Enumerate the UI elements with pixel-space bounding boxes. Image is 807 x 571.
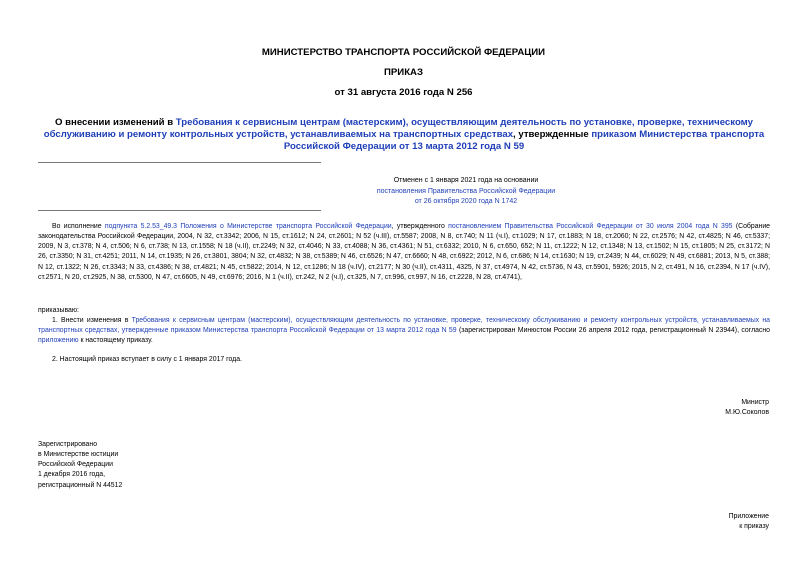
link-regulation[interactable]: Положения о Министерстве транспорта Российской Федерации (180, 223, 392, 230)
link-subparagraph[interactable]: подпункта 5.2.53_49.3 (104, 223, 178, 230)
link-government-decree[interactable]: постановлением Правительства Российской Федерации от 30 июля 2004 года N 395 (448, 223, 733, 230)
title-text-1: О внесении изменений в (55, 117, 176, 128)
title-link-order[interactable]: приказом Министерства транспорта Российской Федерации от 13 марта 2012 года N 59 (283, 129, 765, 153)
divider-top (38, 162, 321, 163)
clause-1-link-appendix[interactable]: приложению (38, 337, 79, 345)
clause-2-text: 2. Настоящий приказ вступает в силу с 1 января 2017 года. (52, 356, 242, 363)
title-link-requirements[interactable]: Требования к сервисным центрам (мастерским), осуществляющим деятельность по установке, проверке, техническому обслуживанию и ремонту контрольных устройств, устанавливаемых на транспортных средствах (43, 117, 753, 141)
divider-bottom (38, 210, 321, 211)
clause-1-text-3: к настоящему приказу. (78, 337, 153, 345)
preamble-paragraph (38, 222, 770, 283)
clause-2 (38, 355, 770, 365)
doc-type-heading: ПРИКАЗ (384, 67, 423, 78)
clause-1-link-requirements[interactable]: Требования к сервисным центрам (мастерским), осуществляющим деятельность по установке, проверке, техническому обслуживанию и ремонту контрольных устройств, устанавливаемых на транспортных средствах (38, 317, 770, 335)
clause-1-link-order[interactable]: , утвержденные приказом Министерства транспорта Российской Федерации от 13 марта 2012 года N 59 (117, 327, 457, 335)
order-word: приказываю: (38, 307, 79, 314)
clause-1-text-2: (зарегистрирован Минюстом России 26 апреля 2012 года, регистрационный N 23944), согласно (456, 327, 771, 335)
signature-position: Министр (741, 399, 769, 406)
cancellation-line: Отменен с 1 января 2021 года на основании (393, 177, 539, 184)
cancellation-link-date[interactable]: от 26 октября 2020 года N 1742 (414, 198, 518, 206)
appendix-block (600, 512, 769, 532)
preamble-text-3: (Собрание законодательства Российской Федерации, 2004, N 32, ст.3342; 2006, N 15, ст.1612; N 24, ст.2601; N 52 (ч.III), ст.5587; 2008, N 8, ст.740; N 11 (ч.I), ст.1029; N 17, ст.1883; N 18, ст.2060; N 22, ст.2576; N 42, ст.4825; N 46, ст.5337; 2009, N 3, ст.378; N 4, ст.506; N 6, ст.738; N 13, ст.1558; N 18 (ч.II), ст.2249; N 32, ст.4046; N 33, ст.4088; N 36, ст.4361; N 51, ст.6332; 2010, N 6, ст.650, 652; N 11, ст.1222; N 12, ст.1348; N 13, ст.1502; N 15, ст.1805; N 25, ст.3172; N 26, ст.3350; N 31, ст.4251; 2011, N 14, ст.1935; N 26, ст.3801, 3804; N 32, ст.4832; N 38, ст.5389; N 46, ст.6526; N 47, ст.6660; N 48, ст.6922; 2012, N 6, ст.686; N 14, ст.1630; N 19, ст.2439; N 44, ст.6029; N 49, ст.6881; 2013, N 5, ст.388; N 12, ст.1322; N 26, ст.3343; N 33, ст.4386; N 38, ст.4821; N 45, ст.5822; 2014, N 12, ст.1286; N 18 (ч.IV), ст.2177; N 30 (ч.II), ст.4311, 4325, N 37, ст.4974, N 42, ст.5736, N 43, ст.5901, 5926; 2015, N 2, ст.491, N 16, ст.2394, N 17 (ч.IV), ст.2571, N 20, ст.2925, N 38, ст.5300, N 47, ст.6605, N 49, ст.6976; 2016, N 1 (ч.II), ст.242, N 2 (ч.I), ст.325, N 7, ст.996, ст.997, N 16, ст.2228, N 28, ст.4741), (38, 223, 771, 281)
preamble-text-1: Во исполнение (52, 223, 105, 230)
signature-name: М.Ю.Соколов (725, 409, 769, 417)
signature-block (600, 398, 769, 418)
document-title (38, 117, 770, 154)
preamble-text-2: , утвержденного (391, 223, 449, 230)
cancellation-note (266, 176, 666, 208)
cancellation-link-decree[interactable]: постановления Правительства Российской Федерации (376, 187, 556, 195)
appendix-label: Приложение (728, 513, 769, 520)
ministry-heading: МИНИСТЕРСТВО ТРАНСПОРТА РОССИЙСКОЙ ФЕДЕРАЦИИ (261, 47, 546, 58)
date-number-heading: от 31 августа 2016 года N 256 (334, 87, 473, 98)
appendix-ref: к приказу (739, 523, 769, 531)
title-text-2: , утвержденные (513, 129, 592, 141)
clause-1 (38, 316, 770, 346)
clause-1-text-1: 1. Внести изменения в (52, 317, 132, 324)
registration-block: Зарегистрировано в Министерстве юстиции Российской Федерации 1 декабря 2016 года, регистрационный N 44512 (38, 441, 123, 489)
